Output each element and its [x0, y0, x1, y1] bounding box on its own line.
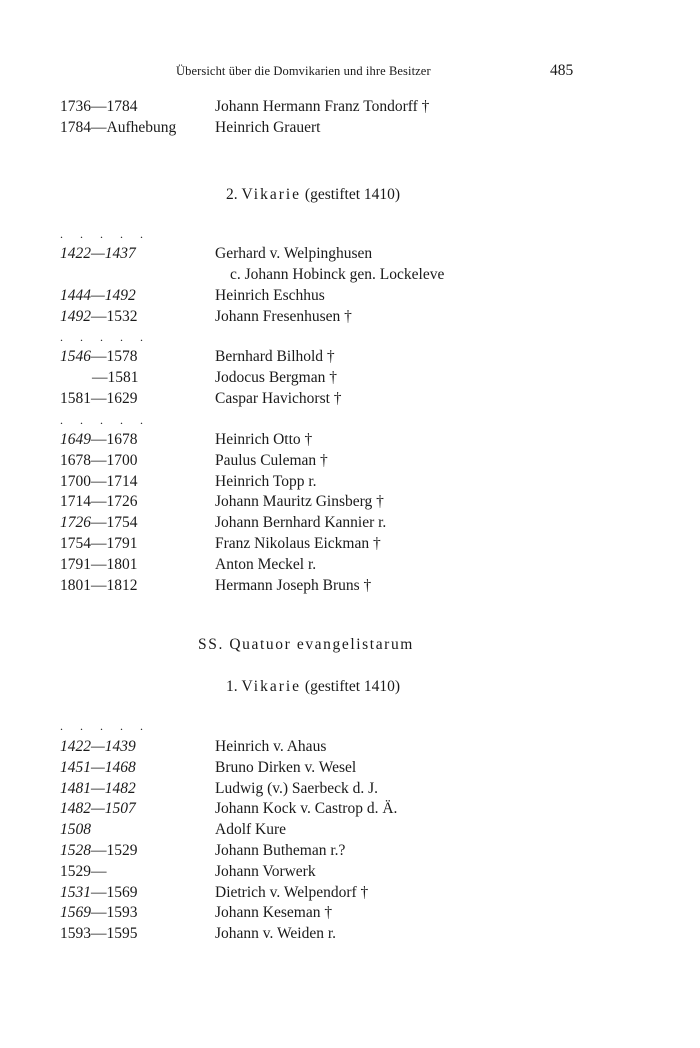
list-item	[60, 533, 660, 554]
entry-date-separator: —	[91, 842, 107, 859]
entry-date-end: 1492	[104, 287, 136, 304]
entry-date-start: 1451	[60, 758, 91, 776]
entry-date-separator: —	[91, 555, 107, 573]
entry-date-end: 1529	[106, 842, 138, 859]
entry-date-end: 1784	[106, 98, 138, 115]
entry-date-start: 1492	[60, 308, 91, 325]
entry-date-range	[60, 882, 138, 903]
entry-name: Adolf Kure	[215, 821, 287, 839]
list-item	[60, 367, 660, 388]
entry-date-start: 1700	[60, 472, 91, 490]
entry-date-end: 1714	[106, 472, 138, 490]
entry-date-end: 1569	[106, 883, 138, 901]
entry-date-range	[60, 346, 138, 367]
entry-name: Anton Meckel r.	[215, 555, 317, 573]
section-heading-number: 2.	[226, 186, 238, 203]
list-item	[60, 512, 660, 533]
entry-name-continuation: c. Johann Hobinck gen. Lockeleve	[230, 266, 445, 283]
entry-date-separator: —	[91, 308, 107, 325]
entry-date-end: 1581	[107, 369, 139, 386]
entry-date-separator: —	[91, 800, 105, 818]
entry-name: Paulus Culeman †	[215, 451, 328, 469]
entry-date-end: 1578	[106, 348, 138, 365]
list-item	[60, 450, 660, 471]
section-heading-word: Vikarie	[241, 678, 302, 695]
list-item	[60, 923, 660, 944]
page-number: 485	[550, 62, 574, 79]
list-item	[60, 96, 660, 117]
entry-date-range	[60, 575, 138, 596]
entry-date-separator: —	[91, 431, 107, 448]
list-item	[60, 902, 660, 923]
entry-date-start: 1546	[60, 348, 91, 365]
entry-name: Johann Mauritz Ginsberg †	[215, 493, 384, 511]
entry-date-separator: —	[91, 472, 107, 490]
list-item	[60, 243, 660, 264]
entry-date-range	[60, 840, 138, 861]
entry-date-end: 1812	[106, 576, 138, 594]
entry-date-start: 1714	[60, 493, 91, 511]
entry-date-start: 1649	[60, 431, 91, 448]
entry-date-range	[60, 117, 176, 138]
section-heading-word: Vikarie	[241, 186, 302, 203]
entry-date-start: 1791	[60, 555, 91, 573]
entry-date-separator: —	[91, 390, 107, 407]
section-heading-note: (gestiftet 1410)	[304, 186, 401, 203]
entry-date-separator: —	[91, 245, 105, 262]
entry-name: Johann Bernhard Kannier r.	[215, 514, 387, 532]
entry-date-start: 1444	[60, 287, 91, 304]
entry-date-start: 1531	[60, 883, 91, 901]
entry-date-end: 1468	[104, 758, 136, 776]
entry-date-separator: —	[91, 925, 107, 943]
entry-name: Hermann Joseph Bruns †	[215, 576, 372, 594]
entry-date-separator: —	[91, 779, 105, 797]
entry-date-start: 1726	[60, 514, 91, 532]
entry-date-range	[60, 285, 136, 306]
entry-date-separator: —	[91, 758, 105, 776]
entry-date-start: 1422	[60, 245, 91, 262]
list-item	[60, 346, 660, 367]
entry-name: Johann Hermann Franz Tondorff †	[215, 98, 430, 115]
entry-date-end: 1507	[104, 800, 136, 818]
entry-name: Franz Nikolaus Eickman †	[215, 535, 381, 552]
entry-date-end: 1629	[106, 390, 138, 407]
list-item	[60, 491, 660, 512]
ellipsis-gap-marker: . . . . .	[60, 413, 150, 427]
ellipsis-gap-marker: . . . . .	[60, 719, 150, 733]
list-item	[60, 819, 660, 840]
entry-date-start: 1678	[60, 451, 91, 469]
list-item	[60, 117, 660, 138]
entry-name: Johann Butheman r.?	[215, 842, 346, 859]
entry-date-start: 1736	[60, 98, 91, 115]
entry-date-separator: —	[91, 514, 107, 532]
entry-date-start: 1482	[60, 800, 91, 818]
entry-date-end: Aufhebung	[106, 119, 177, 136]
section-title-altar	[198, 636, 414, 654]
entry-name: Heinrich v. Ahaus	[215, 738, 327, 755]
entry-date-end: 1726	[106, 493, 138, 511]
entry-date-end: 1482	[104, 779, 136, 797]
list-item	[60, 798, 660, 819]
altar-title: SS. Quatuor evangelistarum	[198, 636, 414, 653]
entry-date-start: 1754	[60, 535, 91, 552]
entry-date-separator: —	[91, 535, 107, 552]
entry-date-separator: —	[91, 576, 107, 594]
section-heading-vikarie-1	[226, 678, 400, 696]
entry-date-range	[60, 96, 138, 117]
ellipsis-gap-marker: . . . . .	[60, 227, 150, 241]
entry-date-range	[60, 512, 138, 533]
entry-date-end: 1678	[106, 431, 138, 448]
list-item	[60, 285, 660, 306]
entry-date-end: 1595	[106, 925, 138, 943]
entry-date-range	[60, 554, 138, 575]
entry-date-separator: —	[91, 98, 107, 115]
entry-date-range	[60, 778, 136, 799]
list-item	[60, 861, 660, 882]
entry-date-start: 1593	[60, 925, 91, 943]
entry-date-start: 1569	[60, 904, 91, 922]
entry-name: Heinrich Eschhus	[215, 287, 325, 304]
entry-date-separator: —	[92, 369, 108, 386]
entry-date-range	[60, 902, 138, 923]
entry-date-range	[60, 450, 138, 471]
entry-date-end: 1801	[106, 555, 138, 573]
entry-date-range	[60, 757, 136, 778]
entry-date-range	[60, 923, 138, 944]
entry-date-separator: —	[91, 738, 105, 755]
list-item	[60, 778, 660, 799]
entry-date-separator: —	[91, 451, 107, 469]
entry-name: Johann Fresenhusen †	[215, 308, 352, 325]
entry-date-separator: —	[91, 348, 107, 365]
list-item	[60, 306, 660, 327]
running-header	[0, 62, 700, 84]
entry-date-range	[60, 861, 107, 882]
entry-name: Johann v. Weiden r.	[215, 925, 337, 943]
list-item	[60, 471, 660, 492]
entry-date-range	[60, 243, 136, 264]
entry-date-range	[92, 367, 139, 388]
entry-date-range	[60, 798, 136, 819]
entry-name: Heinrich Otto †	[215, 431, 313, 448]
entry-date-end: 1437	[104, 245, 136, 262]
list-item	[60, 736, 660, 757]
entry-date-range	[60, 306, 138, 327]
entry-name: Bernhard Bilhold †	[215, 348, 335, 365]
entry-date-range	[60, 429, 138, 450]
list-item	[60, 388, 660, 409]
entry-date-end: 1439	[104, 738, 136, 755]
entry-date-start: 1801	[60, 576, 91, 594]
entry-name: Heinrich Topp r.	[215, 472, 317, 490]
entry-date-start: 1581	[60, 390, 91, 407]
entry-name: Dietrich v. Welpendorf †	[215, 883, 369, 901]
entry-date-end: 1532	[106, 308, 138, 325]
entry-date-separator: —	[91, 883, 107, 901]
entry-date-range	[60, 388, 138, 409]
entry-name: Heinrich Grauert	[215, 119, 321, 136]
entry-name: Johann Vorwerk	[215, 862, 316, 880]
entry-date-separator: —	[91, 287, 105, 304]
entry-date-start: 1529	[60, 862, 91, 880]
entry-date-end: 1700	[106, 451, 138, 469]
ellipsis-gap-marker: . . . . .	[60, 330, 150, 344]
entry-date-start: 1422	[60, 738, 91, 755]
list-item	[60, 554, 660, 575]
entry-date-end: 1791	[106, 535, 138, 552]
list-item	[60, 882, 660, 903]
entry-date-start: 1528	[60, 842, 91, 859]
section-heading-note: (gestiftet 1410)	[304, 678, 401, 695]
entry-date-start: 1508	[60, 821, 91, 839]
entry-date-separator: —	[91, 493, 107, 511]
entry-date-range	[60, 736, 136, 757]
entry-date-separator: —	[91, 904, 107, 922]
entry-name: Jodocus Bergman †	[215, 369, 337, 386]
entry-name: Caspar Havichorst †	[215, 390, 342, 407]
list-item	[60, 429, 660, 450]
entry-name: Bruno Dirken v. Wesel	[215, 758, 357, 776]
entry-date-range	[60, 471, 138, 492]
section-heading-vikarie-2	[226, 186, 400, 204]
running-header-title: Übersicht über die Domvikarien und ihre Besitzer	[176, 64, 431, 78]
entry-date-range	[60, 819, 91, 840]
entry-date-end: 1754	[106, 514, 138, 532]
entry-date-separator: —	[91, 862, 107, 880]
list-item	[60, 264, 660, 285]
entry-name: Ludwig (v.) Saerbeck d. J.	[215, 779, 378, 797]
entry-date-separator: —	[91, 119, 107, 136]
entry-name: Gerhard v. Welpinghusen	[215, 245, 373, 262]
entry-date-range	[60, 533, 138, 554]
section-heading-number: 1.	[226, 678, 238, 695]
list-item	[60, 840, 660, 861]
list-item	[60, 757, 660, 778]
entry-name: Johann Kock v. Castrop d. Ä.	[215, 800, 398, 818]
entry-date-start: 1481	[60, 779, 91, 797]
entry-date-range	[60, 491, 138, 512]
entry-date-start: 1784	[60, 119, 91, 136]
entry-name: Johann Keseman †	[215, 904, 333, 922]
entry-date-end: 1593	[106, 904, 138, 922]
list-item	[60, 575, 660, 596]
